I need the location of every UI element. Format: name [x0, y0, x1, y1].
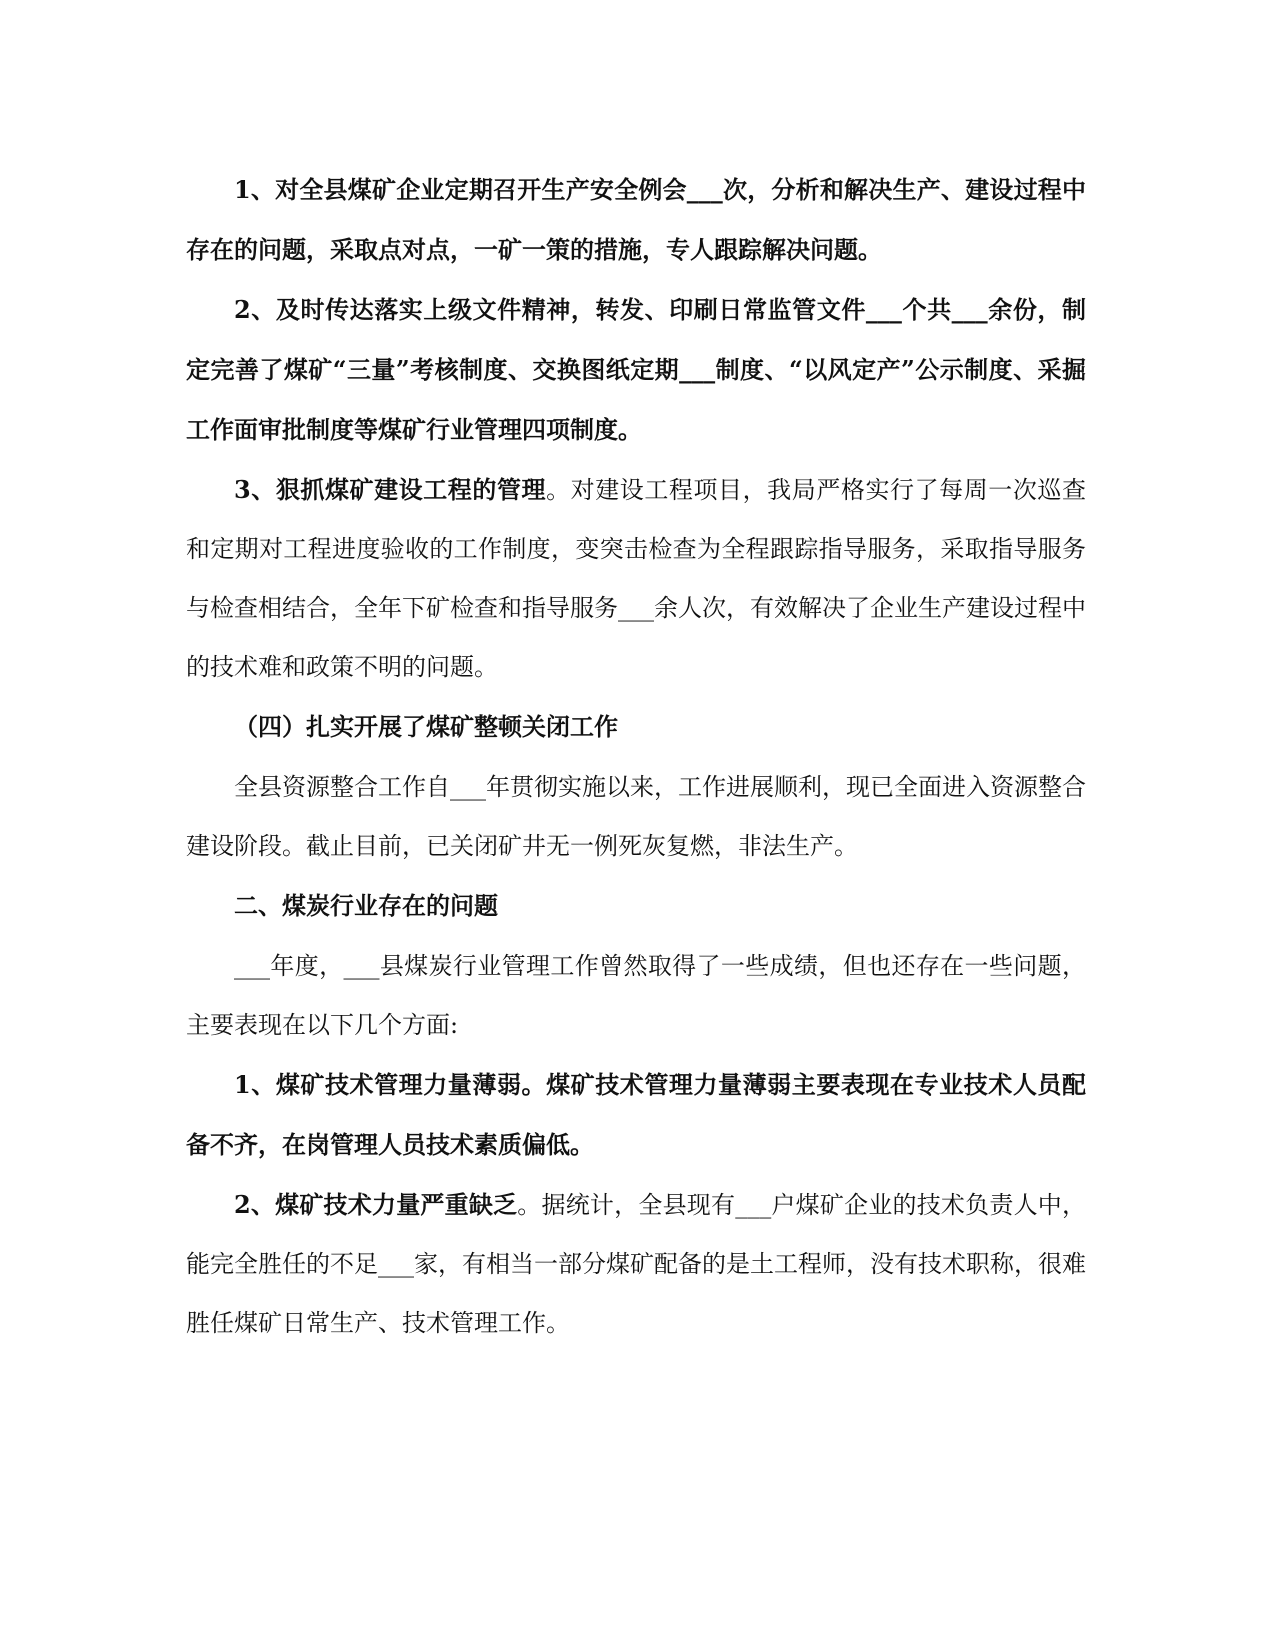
paragraph-1: [186, 160, 1086, 280]
paragraph-9: [186, 1175, 1086, 1353]
paragraph-7-text: ___年度，___县煤炭行业管理工作曾然取得了一些成绩，但也还存在一些问题，主要表现在以下几个方面:: [186, 952, 1086, 1039]
paragraph-7: [186, 936, 1086, 1055]
paragraph-2-bold: 2、及时传达落实上级文件精神，转发、印刷日常监管文件___个共___余份，制定完善了煤矿“三量”考核制度、交换图纸定期___制度、“以风定产”公示制度、采掘工作面审批制度等煤矿行业管理四项制度。: [186, 295, 1086, 444]
document-body: [186, 160, 1086, 1353]
paragraph-8-bold: 1、煤矿技术管理力量薄弱。煤矿技术管理力量薄弱主要表现在专业技术人员配备不齐，在岗管理人员技术素质偏低。: [186, 1070, 1086, 1159]
paragraph-9-bold: 2、煤矿技术力量严重缺乏: [234, 1190, 518, 1219]
section-heading-problems-bold: 二、煤炭行业存在的问题: [234, 891, 498, 920]
paragraph-3-bold: 3、狠抓煤矿建设工程的管理: [234, 475, 547, 504]
paragraph-8: [186, 1055, 1086, 1175]
paragraph-5-text: 全县资源整合工作自___年贯彻实施以来，工作进展顺利，现已全面进入资源整合建设阶段。截止目前，已关闭矿井无一例死灰复燃，非法生产。: [186, 773, 1086, 860]
paragraph-5: [186, 757, 1086, 876]
section-heading-problems: [186, 876, 1086, 936]
paragraph-9-text: 。据统计，全县现有___户煤矿企业的技术负责人中，能完全胜任的不足___家，有相当一部分煤矿配备的是土工程师，没有技术职称，很难胜任煤矿日常生产、技术管理工作。: [186, 1191, 1087, 1337]
section-heading-4: [186, 697, 1086, 757]
section-heading-4-bold: （四）扎实开展了煤矿整顿关闭工作: [234, 712, 618, 741]
paragraph-3-text: 。对建设工程项目，我局严格实行了每周一次巡查和定期对工程进度验收的工作制度，变突击检查为全程跟踪指导服务，采取指导服务与检查相结合，全年下矿检查和指导服务___余人次，有效解决了企业生产建设过程中的技术难和政策不明的问题。: [186, 476, 1086, 681]
paragraph-1-bold: 1、对全县煤矿企业定期召开生产安全例会___次，分析和解决生产、建设过程中存在的问题，采取点对点，一矿一策的措施，专人跟踪解决问题。: [186, 175, 1086, 264]
paragraph-2: [186, 280, 1086, 460]
paragraph-3: [186, 460, 1086, 697]
